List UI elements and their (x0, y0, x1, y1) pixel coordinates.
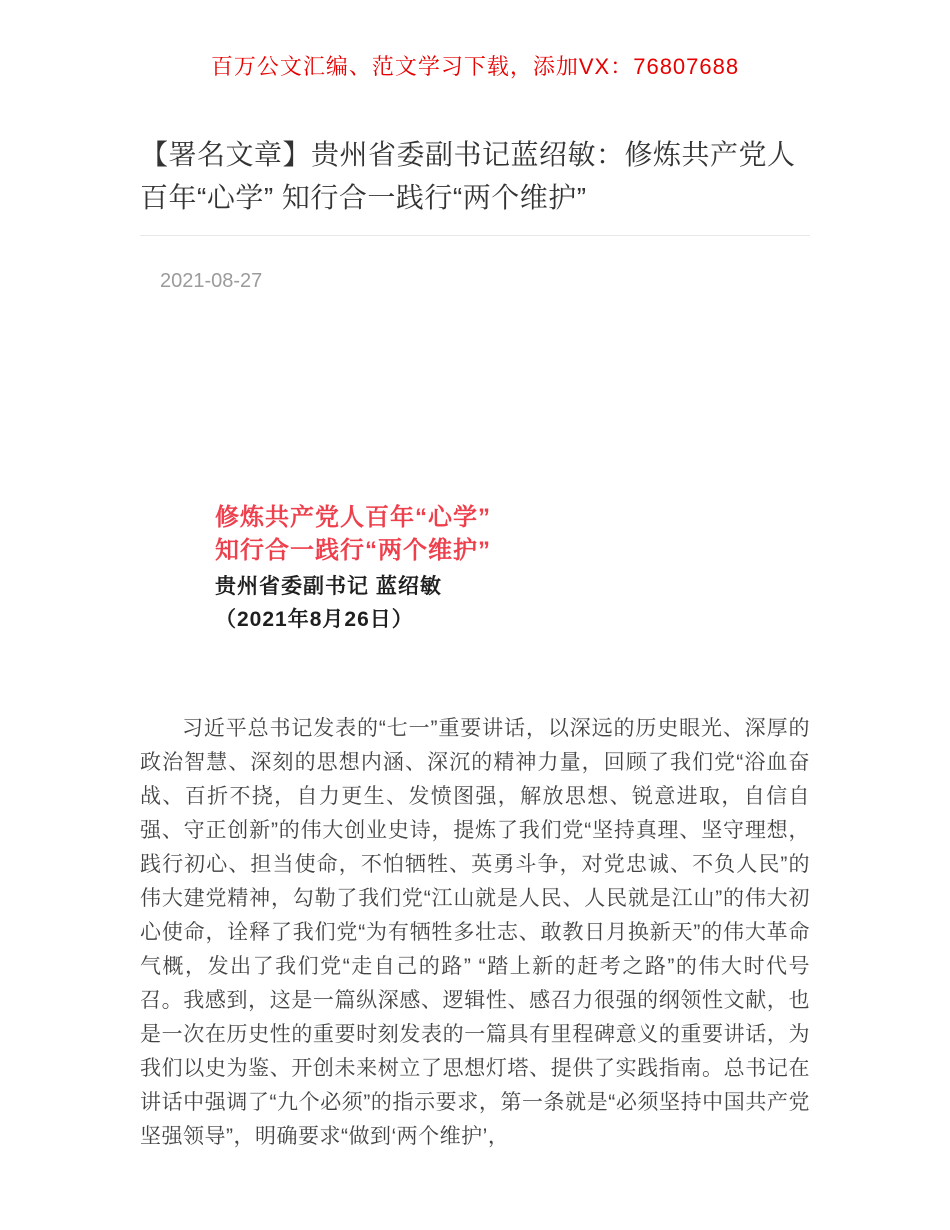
publish-date: 2021-08-27 (160, 270, 263, 292)
article-content (140, 133, 810, 1154)
promo-banner (0, 0, 950, 81)
title-divider (140, 235, 810, 236)
article-title: 【署名文章】贵州省委副书记蓝绍敏：修炼共产党人百年“心学” 知行合一践行“两个维护” (140, 139, 796, 213)
article-paragraph: 习近平总书记发表的“七一”重要讲话，以深远的历史眼光、深厚的政治智慧、深刻的思想内涵、深沉的精神力量，回顾了我们党“浴血奋战、百折不挠，自力更生、发愤图强，解放思想、锐意进取，自信自强、守正创新”的伟大创业史诗，提炼了我们党“坚持真理、坚守理想，践行初心、担当使命，不怕牺牲、英勇斗争，对党忠诚、不负人民”的伟大建党精神，勾勒了我们党“江山就是人民、人民就是江山”的伟大初心使命，诠释了我们党“为有牺牲多壮志、敢教日月换新天”的伟大革命气概，发出了我们党“走自己的路” “踏上新的赶考之路”的伟大时代号召。我感到，这是一篇纵深感、逻辑性、感召力很强的纲领性文献，也是一次在历史性的重要时刻发表的一篇具有里程碑意义的重要讲话，为我们以史为鉴、开创未来树立了思想灯塔、提供了实践指南。总书记在讲话中强调了“九个必须”的指示要求，第一条就是“必须坚持中国共产党坚强领导”，明确要求“做到‘两个维护’， (140, 717, 810, 1148)
document-heading (215, 501, 810, 636)
doc-speech-date: （2021年8月26日） (215, 608, 414, 631)
doc-author: 贵州省委副书记 蓝绍敏 (215, 575, 442, 598)
promo-banner-text: 百万公文汇编、范文学习下载，添加VX：76807688 (210, 54, 740, 79)
doc-title-line-1: 修炼共产党人百年“心学” (215, 504, 491, 531)
doc-title-line-2: 知行合一践行“两个维护” (215, 537, 491, 564)
